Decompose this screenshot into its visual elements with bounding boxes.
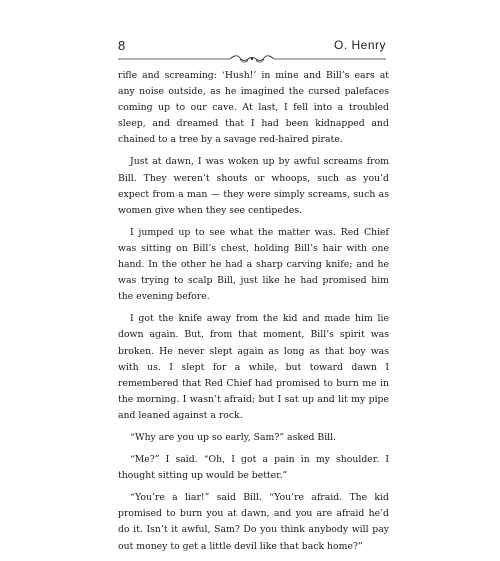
running-head-author: O. Henry — [333, 38, 386, 52]
paragraph: “You’re a liar!” said Bill. “You’re afraid. The kid promised to burn you at dawn, and you are afraid he’d do it. Isn’t it awful, Sam? Do you think anybody will pay out money to get a little devil like that back home?” — [118, 492, 389, 552]
page-number: 8 — [118, 38, 126, 53]
paragraph: Just at dawn, I was woken up by awful screams from Bill. They weren’t shouts or whoops, such as you’d expect from a man — they were simply screams, such as women give when they see centipedes. — [118, 156, 389, 216]
paragraph: “Me?” I said. “Oh, I got a pain in my shoulder. I thought sitting up would be better.” — [118, 454, 389, 482]
paragraph: I got the knife away from the kid and made him lie down again. But, from that moment, Bill’s spirit was broken. He never slept again as long as that boy was with us. I slept for a while, but toward dawn I remembered that Red Chief had promised to burn me in the morning. I wasn’t afraid; but I sat up and lit my pipe and leaned against a rock. — [118, 313, 389, 421]
body-text — [118, 68, 389, 561]
paragraph: “Why are you up so early, Sam?” asked Bill. — [130, 431, 337, 443]
paragraph: rifle and screaming: ‘Hush!’ in mine and Bill’s ears at any noise outside, as he imagined the cursed palefaces coming up to our cave. At last, I fell into a troubled sleep, and dreamed that I had been kidnapped and chained to a tree by a savage red-haired pirate. — [118, 70, 389, 146]
page-header — [118, 38, 386, 60]
flourish-ornament-icon — [118, 54, 386, 64]
paragraph: I jumped up to see what the matter was. Red Chief was sitting on Bill’s chest, holding Bill’s hair with one hand. In the other he had a sharp carving knife; and he was trying to scalp Bill, just like he had promised him the evening before. — [118, 226, 389, 303]
